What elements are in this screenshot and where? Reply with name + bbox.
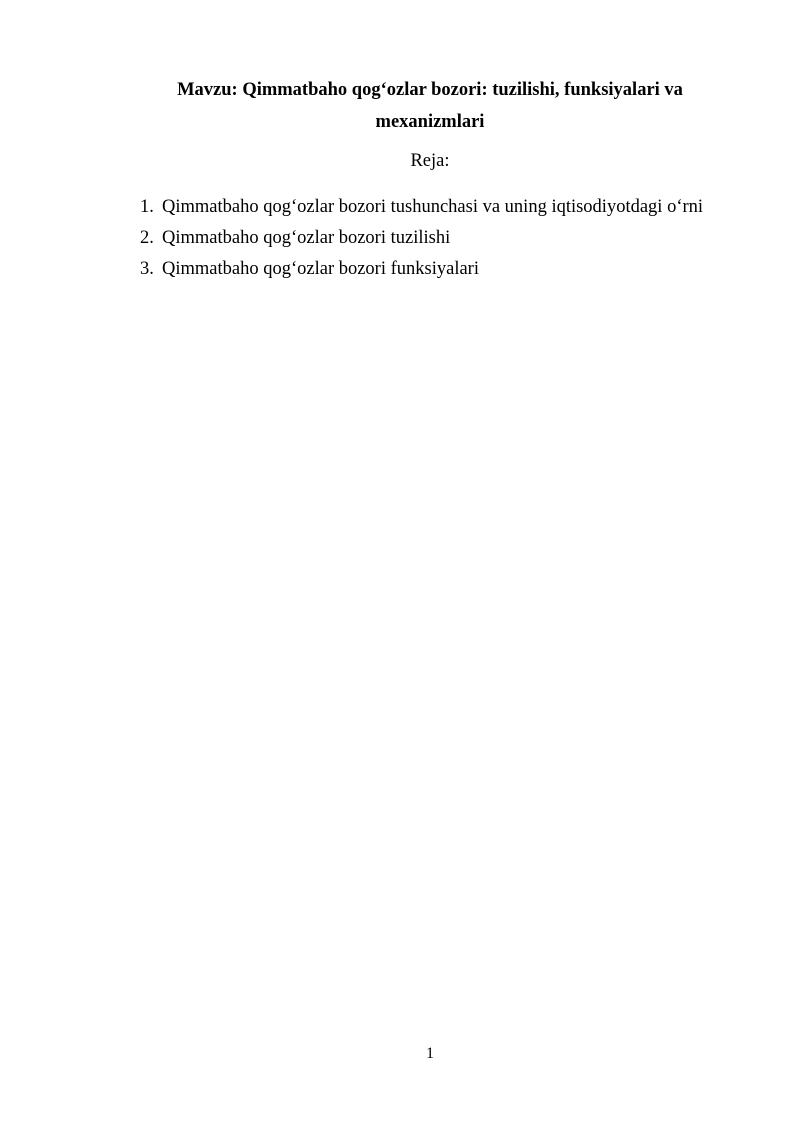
page-number: 1 (426, 1045, 434, 1062)
plan-item-number: 1. (140, 197, 154, 217)
plan-item-text: Qimmatbaho qog‘ozlar bozori tushunchasi va uning iqtisodiyotdagi o‘rni (162, 197, 704, 217)
plan-heading: Reja: (410, 151, 450, 171)
plan-item-number: 3. (140, 259, 154, 279)
plan-item (140, 223, 703, 254)
document-title: Mavzu: Qimmatbaho qog‘ozlar bozori: tuzilishi, funksiyalari va mexanizmlari (177, 80, 683, 132)
plan-item-text: Qimmatbaho qog‘ozlar bozori tuzilishi (162, 228, 451, 248)
plan-item (140, 192, 703, 223)
plan-list (140, 192, 703, 285)
plan-item (140, 254, 703, 285)
plan-item-number: 2. (140, 228, 154, 248)
plan-item-text: Qimmatbaho qog‘ozlar bozori funksiyalari (162, 259, 479, 279)
